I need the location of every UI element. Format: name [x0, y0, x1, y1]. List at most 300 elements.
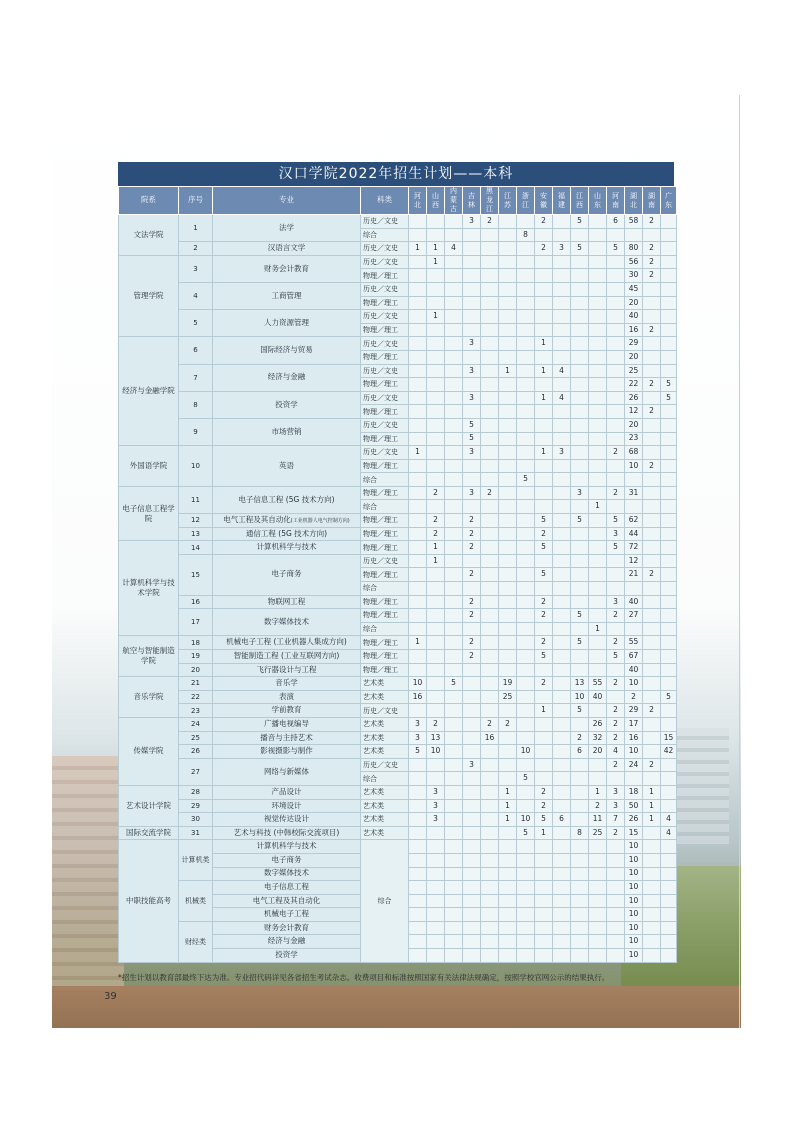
- quota-cell: [661, 269, 677, 283]
- quota-cell: [571, 500, 589, 514]
- quota-cell: [553, 826, 571, 840]
- quota-cell: [553, 704, 571, 718]
- quota-cell: [499, 921, 517, 935]
- quota-cell: 1: [535, 826, 553, 840]
- quota-cell: [409, 582, 427, 596]
- quota-cell: [481, 636, 499, 650]
- quota-cell: 56: [625, 255, 643, 269]
- quota-cell: 10: [625, 677, 643, 691]
- quota-cell: [643, 364, 661, 378]
- quota-cell: [607, 432, 625, 446]
- quota-cell: [499, 731, 517, 745]
- index-cell: 26: [179, 745, 213, 759]
- subcategory-cell: 机械类: [179, 881, 213, 922]
- major-name: 经济与金融: [267, 372, 306, 382]
- quota-cell: [607, 337, 625, 351]
- table-row: [119, 527, 677, 541]
- quota-cell: 2: [535, 677, 553, 691]
- quota-cell: [535, 853, 553, 867]
- quota-cell: [427, 568, 445, 582]
- quota-cell: [607, 949, 625, 963]
- quota-cell: [463, 269, 481, 283]
- quota-cell: 8: [517, 228, 535, 242]
- quota-cell: 2: [643, 255, 661, 269]
- header-college: 院系: [119, 187, 179, 215]
- quota-cell: 68: [625, 446, 643, 460]
- quota-cell: [517, 881, 535, 895]
- quota-cell: [517, 785, 535, 799]
- quota-cell: [643, 228, 661, 242]
- quota-cell: 25: [589, 826, 607, 840]
- major-cell: [213, 310, 361, 337]
- quota-cell: 10: [625, 894, 643, 908]
- quota-cell: 1: [427, 255, 445, 269]
- subject-cell: 艺术类: [361, 785, 409, 799]
- quota-cell: [517, 541, 535, 555]
- quota-cell: [481, 935, 499, 949]
- quota-cell: [643, 595, 661, 609]
- quota-cell: [661, 894, 677, 908]
- quota-cell: [463, 582, 481, 596]
- quota-cell: [661, 215, 677, 229]
- quota-cell: [445, 432, 463, 446]
- quota-cell: 17: [625, 717, 643, 731]
- quota-cell: [427, 337, 445, 351]
- quota-cell: [463, 228, 481, 242]
- quota-cell: [409, 215, 427, 229]
- quota-cell: [427, 269, 445, 283]
- table-row: [119, 813, 677, 827]
- quota-cell: 7: [607, 813, 625, 827]
- quota-cell: [409, 568, 427, 582]
- quota-cell: [643, 949, 661, 963]
- quota-cell: [571, 595, 589, 609]
- quota-cell: [661, 242, 677, 256]
- quota-cell: [607, 255, 625, 269]
- college-cell: 航空与智能制造学院: [119, 636, 179, 677]
- quota-cell: [553, 378, 571, 392]
- major-name: 数字媒体技术: [264, 617, 309, 626]
- major-cell: [213, 663, 361, 677]
- quota-cell: [481, 255, 499, 269]
- quota-cell: 11: [589, 813, 607, 827]
- major-cell: [213, 650, 361, 664]
- table-row: [119, 337, 677, 351]
- quota-cell: [481, 881, 499, 895]
- quota-cell: [499, 541, 517, 555]
- quota-cell: [625, 582, 643, 596]
- quota-cell: 19: [499, 677, 517, 691]
- quota-cell: [661, 432, 677, 446]
- college-cell: 音乐学院: [119, 677, 179, 718]
- quota-cell: [643, 731, 661, 745]
- quota-cell: 18: [625, 785, 643, 799]
- quota-cell: [553, 568, 571, 582]
- major-cell: [213, 364, 361, 391]
- quota-cell: 10: [517, 813, 535, 827]
- quota-cell: [535, 459, 553, 473]
- quota-cell: [535, 758, 553, 772]
- header-province: 江 苏: [499, 187, 517, 215]
- quota-cell: 20: [589, 745, 607, 759]
- quota-cell: 5: [535, 650, 553, 664]
- quota-cell: 10: [409, 677, 427, 691]
- table-row: [119, 731, 677, 745]
- quota-cell: 2: [643, 269, 661, 283]
- subject-cell: 物理／理工: [361, 459, 409, 473]
- quota-cell: [409, 282, 427, 296]
- quota-cell: [427, 650, 445, 664]
- quota-cell: [553, 881, 571, 895]
- quota-cell: [409, 785, 427, 799]
- quota-cell: [607, 881, 625, 895]
- quota-cell: [517, 364, 535, 378]
- header-province: 黑 龙 江: [481, 187, 499, 215]
- quota-cell: 1: [409, 446, 427, 460]
- subject-cell: 物理／理工: [361, 350, 409, 364]
- quota-cell: [427, 935, 445, 949]
- quota-cell: [571, 582, 589, 596]
- index-cell: 10: [179, 446, 213, 487]
- quota-cell: [589, 350, 607, 364]
- quota-cell: [445, 514, 463, 528]
- quota-cell: [481, 500, 499, 514]
- quota-cell: [463, 867, 481, 881]
- quota-cell: [553, 935, 571, 949]
- college-cell: 艺术设计学院: [119, 785, 179, 826]
- quota-cell: [607, 908, 625, 922]
- table-row: [119, 690, 677, 704]
- table-row: [119, 636, 677, 650]
- quota-cell: [553, 350, 571, 364]
- quota-cell: [625, 228, 643, 242]
- quota-cell: [589, 853, 607, 867]
- major-cell: [213, 418, 361, 445]
- college-cell: 国际交流学院: [119, 826, 179, 840]
- quota-cell: [409, 663, 427, 677]
- quota-cell: [589, 364, 607, 378]
- quota-cell: [463, 554, 481, 568]
- quota-cell: 72: [625, 541, 643, 555]
- quota-cell: [427, 690, 445, 704]
- major-cell: [213, 595, 361, 609]
- quota-cell: [553, 663, 571, 677]
- quota-cell: [499, 935, 517, 949]
- quota-cell: [661, 255, 677, 269]
- quota-cell: [643, 514, 661, 528]
- quota-cell: 5: [571, 215, 589, 229]
- quota-cell: [427, 663, 445, 677]
- quota-cell: [571, 554, 589, 568]
- quota-cell: [607, 894, 625, 908]
- index-cell: 14: [179, 541, 213, 555]
- index-cell: 5: [179, 310, 213, 337]
- quota-cell: 3: [409, 731, 427, 745]
- quota-cell: 12: [625, 405, 643, 419]
- quota-cell: [589, 282, 607, 296]
- quota-cell: [589, 269, 607, 283]
- major-name: 法学: [279, 222, 294, 232]
- quota-cell: [553, 473, 571, 487]
- quota-cell: [661, 609, 677, 623]
- quota-cell: [589, 215, 607, 229]
- quota-cell: [463, 908, 481, 922]
- quota-cell: 2: [463, 595, 481, 609]
- quota-cell: [499, 242, 517, 256]
- quota-cell: [427, 622, 445, 636]
- quota-cell: [535, 935, 553, 949]
- quota-cell: [409, 949, 427, 963]
- quota-cell: 5: [607, 242, 625, 256]
- quota-cell: 5: [535, 568, 553, 582]
- quota-cell: [517, 446, 535, 460]
- quota-cell: 12: [625, 554, 643, 568]
- quota-cell: [535, 717, 553, 731]
- quota-cell: [589, 840, 607, 854]
- quota-cell: [607, 568, 625, 582]
- quota-cell: [589, 894, 607, 908]
- quota-cell: [445, 486, 463, 500]
- quota-cell: [445, 785, 463, 799]
- quota-cell: [589, 486, 607, 500]
- quota-cell: [661, 785, 677, 799]
- quota-cell: [409, 527, 427, 541]
- quota-cell: [517, 527, 535, 541]
- quota-cell: [661, 908, 677, 922]
- major-name: 播音与主持艺术: [260, 732, 313, 742]
- quota-cell: 2: [607, 609, 625, 623]
- quota-cell: [445, 663, 463, 677]
- quota-cell: [445, 717, 463, 731]
- quota-cell: [481, 459, 499, 473]
- quota-cell: 29: [625, 704, 643, 718]
- quota-cell: [499, 391, 517, 405]
- major-cell: 电子商务: [213, 853, 361, 867]
- table-row: [119, 554, 677, 568]
- quota-cell: [589, 921, 607, 935]
- quota-cell: 2: [499, 717, 517, 731]
- quota-cell: 29: [625, 337, 643, 351]
- index-cell: 19: [179, 650, 213, 664]
- quota-cell: [661, 758, 677, 772]
- quota-cell: [553, 799, 571, 813]
- quota-cell: [571, 459, 589, 473]
- major-cell: [213, 745, 361, 759]
- page-edge-line: [739, 95, 740, 1028]
- quota-cell: [463, 677, 481, 691]
- table-row: [119, 826, 677, 840]
- quota-cell: [535, 500, 553, 514]
- quota-cell: [499, 826, 517, 840]
- quota-cell: [481, 228, 499, 242]
- quota-cell: [517, 255, 535, 269]
- quota-cell: [481, 609, 499, 623]
- major-note: (工业机器人电气控制方向): [290, 517, 350, 524]
- quota-cell: [643, 881, 661, 895]
- quota-cell: [445, 867, 463, 881]
- quota-cell: 1: [499, 799, 517, 813]
- quota-cell: [517, 350, 535, 364]
- quota-cell: [445, 350, 463, 364]
- quota-cell: 5: [517, 772, 535, 786]
- quota-cell: 6: [607, 215, 625, 229]
- quota-cell: [517, 391, 535, 405]
- subject-cell: 物理／理工: [361, 541, 409, 555]
- subject-cell: 历史／文史: [361, 391, 409, 405]
- quota-cell: [499, 949, 517, 963]
- table-row: [119, 758, 677, 772]
- quota-cell: 1: [499, 813, 517, 827]
- quota-cell: [499, 337, 517, 351]
- table-row: [119, 446, 677, 460]
- major-cell: [213, 446, 361, 487]
- quota-cell: 2: [607, 486, 625, 500]
- quota-cell: 2: [607, 636, 625, 650]
- quota-cell: [481, 949, 499, 963]
- quota-cell: [661, 500, 677, 514]
- index-cell: 24: [179, 717, 213, 731]
- quota-cell: [589, 323, 607, 337]
- quota-cell: [499, 323, 517, 337]
- quota-cell: 2: [481, 717, 499, 731]
- quota-cell: [535, 323, 553, 337]
- quota-cell: [427, 894, 445, 908]
- quota-cell: 3: [553, 446, 571, 460]
- quota-cell: [517, 731, 535, 745]
- quota-cell: [553, 609, 571, 623]
- quota-cell: 4: [445, 242, 463, 256]
- quota-cell: [607, 310, 625, 324]
- major-name: 人力资源管理: [264, 317, 309, 327]
- quota-cell: [499, 228, 517, 242]
- quota-cell: [589, 908, 607, 922]
- quota-cell: [571, 269, 589, 283]
- quota-cell: [553, 310, 571, 324]
- quota-cell: [517, 554, 535, 568]
- quota-cell: [607, 350, 625, 364]
- index-cell: 2: [179, 242, 213, 256]
- quota-cell: [445, 310, 463, 324]
- quota-cell: [571, 894, 589, 908]
- quota-cell: [445, 894, 463, 908]
- subject-cell: 物理／理工: [361, 296, 409, 310]
- quota-cell: [427, 867, 445, 881]
- quota-cell: [535, 418, 553, 432]
- quota-cell: [517, 323, 535, 337]
- quota-cell: 1: [409, 242, 427, 256]
- index-cell: 17: [179, 609, 213, 636]
- subject-cell: 历史／文史: [361, 282, 409, 296]
- quota-cell: [445, 527, 463, 541]
- quota-cell: [643, 840, 661, 854]
- quota-cell: 2: [463, 650, 481, 664]
- quota-cell: [661, 405, 677, 419]
- index-cell: 31: [179, 826, 213, 840]
- quota-cell: [661, 636, 677, 650]
- quota-cell: [499, 609, 517, 623]
- quota-cell: [643, 921, 661, 935]
- quota-cell: 3: [463, 391, 481, 405]
- quota-cell: [499, 908, 517, 922]
- quota-cell: [409, 255, 427, 269]
- quota-cell: [571, 391, 589, 405]
- quota-cell: 21: [625, 568, 643, 582]
- college-cell: 电子信息工程学院: [119, 486, 179, 540]
- quota-cell: [427, 350, 445, 364]
- major-name: 广播电视编导: [264, 718, 309, 728]
- quota-cell: [409, 378, 427, 392]
- quota-cell: [499, 350, 517, 364]
- quota-cell: [661, 364, 677, 378]
- quota-cell: [463, 622, 481, 636]
- quota-cell: [409, 364, 427, 378]
- college-cell: 计算机科学与技术学院: [119, 541, 179, 636]
- quota-cell: 3: [463, 446, 481, 460]
- quota-cell: [445, 378, 463, 392]
- quota-cell: 2: [643, 378, 661, 392]
- quota-cell: 5: [607, 650, 625, 664]
- quota-cell: [409, 459, 427, 473]
- quota-cell: 5: [463, 432, 481, 446]
- major-cell: 经济与金融: [213, 935, 361, 949]
- quota-cell: [499, 853, 517, 867]
- quota-cell: [481, 242, 499, 256]
- quota-cell: [481, 310, 499, 324]
- footnote: *招生计划以教育部最终下达为准。专业招代码详见各省招生考试杂志。收费项目和标准按照国家有关法律法规确定，按照学校官网公示的结果执行。: [118, 973, 610, 982]
- quota-cell: [607, 473, 625, 487]
- quota-cell: 5: [445, 677, 463, 691]
- table-row: [119, 418, 677, 432]
- quota-cell: [463, 473, 481, 487]
- quota-cell: [445, 690, 463, 704]
- quota-cell: [517, 568, 535, 582]
- quota-cell: 5: [517, 826, 535, 840]
- quota-cell: [481, 799, 499, 813]
- quota-cell: [643, 935, 661, 949]
- table-row: [119, 650, 677, 664]
- quota-cell: [517, 242, 535, 256]
- quota-cell: [445, 364, 463, 378]
- quota-cell: [571, 921, 589, 935]
- major-name: 音乐学: [275, 678, 298, 688]
- quota-cell: 5: [571, 514, 589, 528]
- quota-cell: [643, 609, 661, 623]
- quota-cell: [571, 867, 589, 881]
- quota-cell: [499, 758, 517, 772]
- quota-cell: [463, 853, 481, 867]
- quota-cell: [643, 690, 661, 704]
- quota-cell: [481, 677, 499, 691]
- quota-cell: [571, 541, 589, 555]
- quota-cell: [463, 350, 481, 364]
- quota-cell: [499, 881, 517, 895]
- quota-cell: [607, 935, 625, 949]
- quota-cell: 2: [427, 514, 445, 528]
- quota-cell: 2: [607, 731, 625, 745]
- quota-cell: [553, 527, 571, 541]
- quota-cell: [445, 650, 463, 664]
- index-cell: 23: [179, 704, 213, 718]
- quota-cell: 10: [625, 867, 643, 881]
- quota-cell: [643, 432, 661, 446]
- quota-cell: [661, 867, 677, 881]
- quota-cell: [571, 473, 589, 487]
- quota-cell: [499, 418, 517, 432]
- quota-cell: 2: [607, 758, 625, 772]
- quota-cell: 16: [625, 731, 643, 745]
- quota-cell: [661, 418, 677, 432]
- quota-cell: [481, 296, 499, 310]
